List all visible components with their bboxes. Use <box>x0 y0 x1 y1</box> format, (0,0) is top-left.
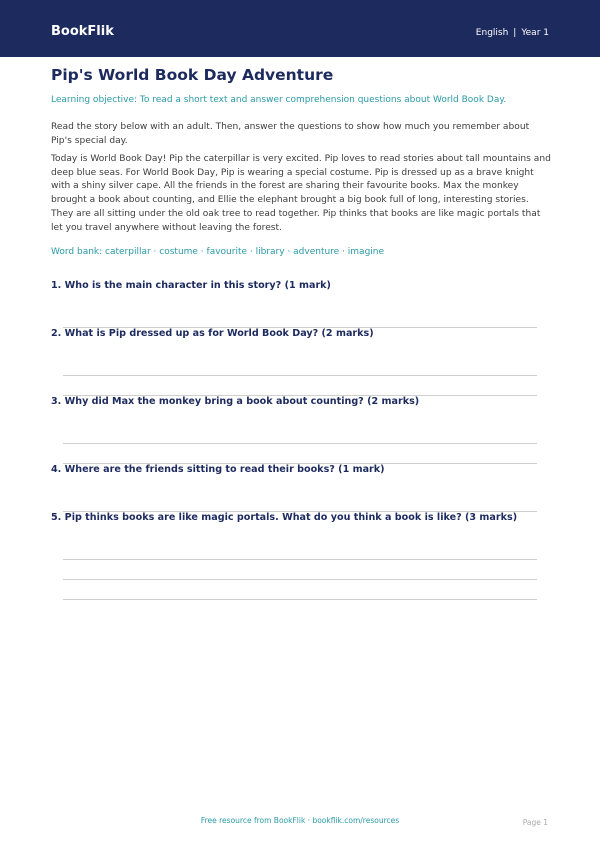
subject-year-label <box>476 28 549 38</box>
question-5: 5. Pip thinks books are like magic portals. What do you think a book is like? (3 marks) <box>51 512 518 523</box>
header-bar <box>0 0 600 57</box>
separator: | <box>513 28 517 38</box>
question-4: 4. Where are the friends sitting to read their books? (1 mark) <box>51 464 385 475</box>
page-number: Page 1 <box>522 818 548 827</box>
worksheet-title: Pip's World Book Day Adventure <box>51 66 334 84</box>
brand-logo-text[interactable]: BookFlik <box>51 24 114 39</box>
question-1: 1. Who is the main character in this story? (1 mark) <box>51 280 331 291</box>
story-text: Today is World Book Day! Pip the caterpillar is very excited. Pip loves to read stories about tall mountains and deep blue seas. For World Book Day, Pip is wearing a special costume. Pip is dressed up as a brave knight with a shiny silver cape. All the friends in the forest are sharing their favourite books. Max the monkey brought a book about counting, and Ellie the elephant brought a big book full of long, interesting stories. They are all sitting under the old oak tree to read together. Pip thinks that books are like magic portals that let you travel anywhere without leaving the forest. <box>51 154 551 233</box>
learning-objective: Learning objective: To read a short text and answer comprehension questions about World Book Day. <box>51 95 507 105</box>
question-3: 3. Why did Max the monkey bring a book about counting? (2 marks) <box>51 396 420 407</box>
answer-line[interactable] <box>63 559 537 560</box>
question-2: 2. What is Pip dressed up as for World Book Day? (2 marks) <box>51 328 374 339</box>
answer-line[interactable] <box>63 579 537 580</box>
word-bank: Word bank: caterpillar · costume · favourite · library · adventure · imagine <box>51 247 385 257</box>
intro-instructions: Read the story below with an adult. Then, answer the questions to show how much you remember about Pip's special day. <box>51 122 530 146</box>
answer-line[interactable] <box>63 443 537 444</box>
year-label: Year 1 <box>521 28 549 38</box>
answer-line[interactable] <box>63 599 537 600</box>
subject-label: English <box>475 28 509 38</box>
answer-line[interactable] <box>63 375 537 376</box>
footer-credit[interactable]: Free resource from BookFlik · bookflik.com/resources <box>200 816 400 825</box>
